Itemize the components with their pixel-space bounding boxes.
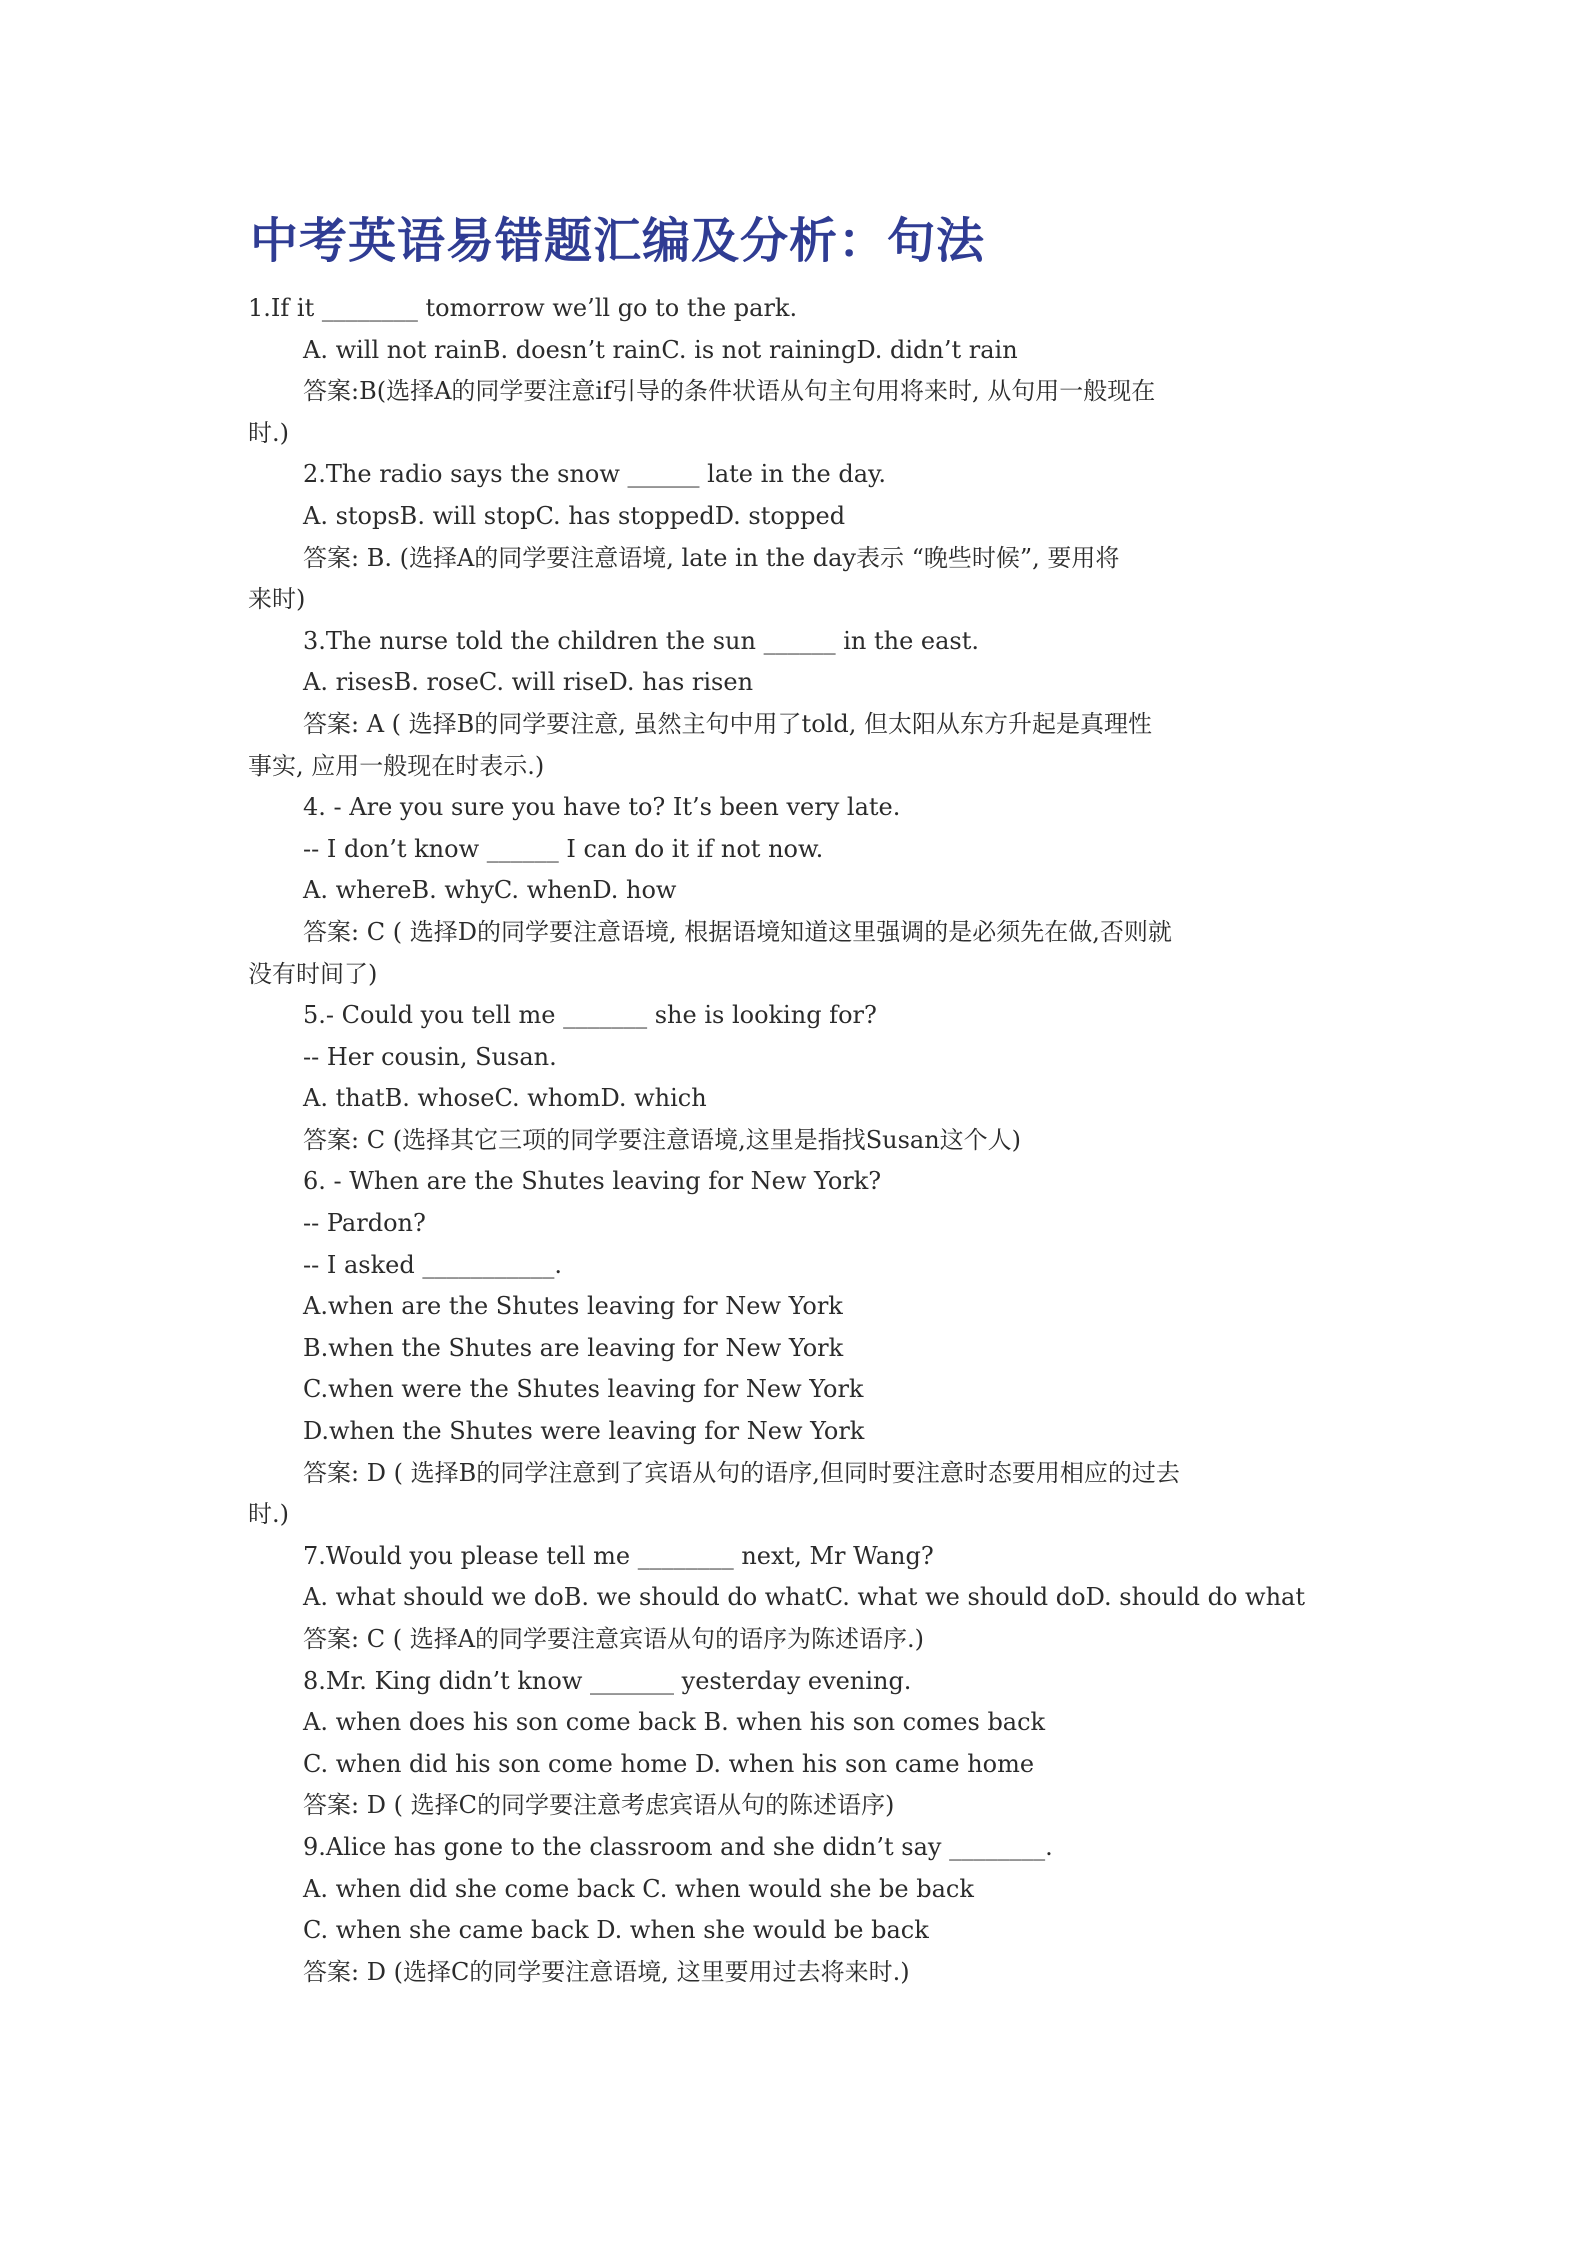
- text-line: 2.The radio says the snow ______ late in the day.: [303, 460, 887, 489]
- text-line: 时.): [248, 1500, 289, 1529]
- text-line: 3.The nurse told the children the sun ______ in the east.: [303, 626, 980, 655]
- text-line: 8.Mr. King didn’t know _______ yesterday evening.: [303, 1666, 912, 1695]
- text-line: 答案: D ( 选择B的同学注意到了宾语从句的语序,但同时要注意时态要用相应的过去: [303, 1458, 1180, 1487]
- text-line: 答案: A ( 选择B的同学要注意, 虽然主句中用了told, 但太阳从东方升起是真理性: [303, 709, 1152, 738]
- text-line: 1.If it ________ tomorrow we’ll go to the park.: [248, 294, 798, 322]
- text-line: 答案: C ( 选择A的同学要注意宾语从句的语序为陈述语序.): [303, 1625, 925, 1653]
- text-line: 时.): [248, 418, 289, 447]
- text-line: 4. - Are you sure you have to? It’s been very late.: [303, 793, 901, 822]
- text-line: C.when were the Shutes leaving for New York: [303, 1375, 864, 1404]
- text-line: A. stopsB. will stopC. has stoppedD. stopped: [303, 501, 846, 530]
- text-line: 答案: C (选择其它三项的同学要注意语境,这里是指找Susan这个人): [303, 1125, 1022, 1154]
- text-line: -- I don’t know ______ I can do it if not now.: [303, 834, 824, 863]
- text-line: A. will not rainB. doesn’t rainC. is not rainingD. didn’t rain: [303, 335, 1018, 364]
- text-line: 答案: D (选择C的同学要注意语境, 这里要用过去将来时.): [303, 1957, 910, 1986]
- text-line: 没有时间了): [248, 959, 378, 988]
- text-line: 答案:B(选择A的同学要注意if引导的条件状语从句主句用将来时, 从句用一般现在: [303, 377, 1156, 406]
- text-line: A. when does his son come back B. when his son comes back: [303, 1708, 1046, 1737]
- text-line: D.when the Shutes were leaving for New York: [303, 1417, 865, 1446]
- text-line: 答案: D ( 选择C的同学要注意考虑宾语从句的陈述语序): [303, 1791, 895, 1820]
- text-line: -- Her cousin, Susan.: [303, 1042, 557, 1071]
- text-line: 来时): [248, 585, 306, 614]
- text-line: 9.Alice has gone to the classroom and she didn’t say ________.: [303, 1832, 1053, 1861]
- text-line: A. thatB. whoseC. whomD. which: [303, 1084, 707, 1113]
- document-body: [248, 288, 1360, 1993]
- text-line: C. when she came back D. when she would be back: [303, 1916, 929, 1945]
- text-line: 答案: B. (选择A的同学要注意语境, late in the day表示 “晚些时候”, 要用将: [303, 543, 1120, 572]
- text-line: C. when did his son come home D. when his son came home: [303, 1749, 1035, 1778]
- text-line: -- I asked ___________.: [303, 1250, 562, 1279]
- text-line: A. what should we doB. we should do whatC. what we should doD. should do what: [303, 1583, 1305, 1612]
- text-line: 6. - When are the Shutes leaving for New York?: [303, 1167, 882, 1196]
- text-line: A. risesB. roseC. will riseD. has risen: [303, 668, 754, 697]
- text-line: 答案: C ( 选择D的同学要注意语境, 根据语境知道这里强调的是必须先在做,否则就: [303, 917, 1172, 946]
- text-line: -- Pardon?: [303, 1209, 426, 1238]
- text-line: 7.Would you please tell me ________ next, Mr Wang?: [303, 1541, 934, 1570]
- document-title: 中考英语易错题汇编及分析：句法: [250, 213, 986, 269]
- text-line: A. whereB. whyC. whenD. how: [303, 876, 677, 905]
- text-line: B.when the Shutes are leaving for New York: [303, 1333, 844, 1362]
- text-line: 5.- Could you tell me _______ she is looking for?: [303, 1001, 877, 1030]
- text-line: 事实, 应用一般现在时表示.): [248, 751, 545, 780]
- text-line: A. when did she come back C. when would she be back: [303, 1874, 974, 1903]
- text-line: A.when are the Shutes leaving for New York: [303, 1292, 843, 1321]
